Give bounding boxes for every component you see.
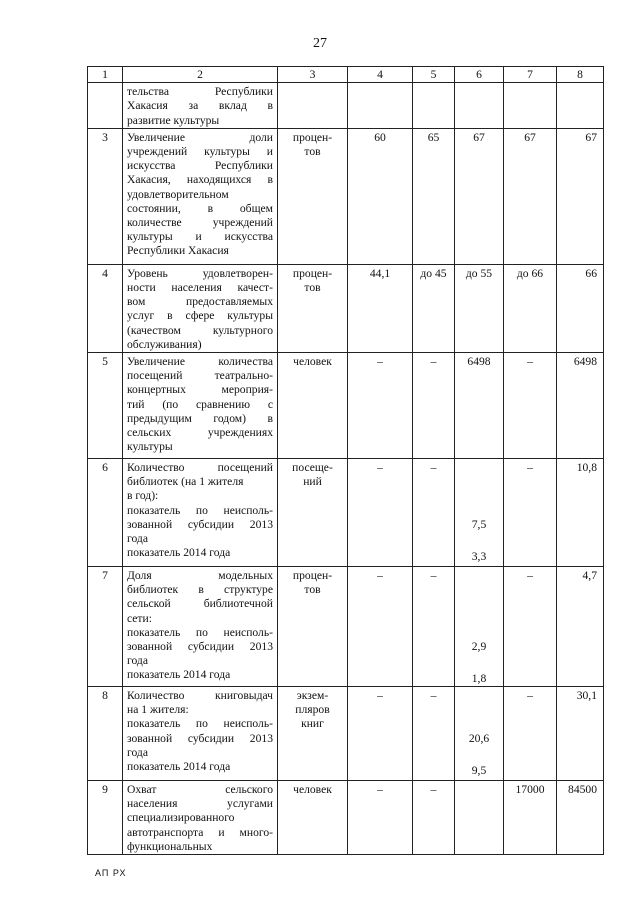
table-row [88, 459, 604, 567]
table-row [88, 83, 604, 129]
header-cell: 8 [557, 67, 604, 83]
indicator-name-line: Охват сельского [127, 783, 273, 797]
value-col6: до 55 [455, 264, 504, 352]
header-cell: 3 [278, 67, 348, 83]
indicator-name-line: культуры [127, 440, 173, 454]
indicator-name-line: культуры и искусства [127, 230, 273, 244]
value-col5: 65 [413, 128, 455, 264]
indicator-name-line: показатель 2014 года [127, 760, 231, 774]
row-number [88, 83, 123, 129]
indicator-name-line: услуг в сфере культуры [127, 309, 273, 323]
value-col6 [455, 459, 504, 567]
value-col6-2014: 3,3 [471, 550, 487, 564]
value-col6: 6498 [455, 353, 504, 459]
unit-line: тов [304, 583, 321, 597]
footer-mark: АП РХ [95, 868, 127, 878]
unit-cell [278, 353, 348, 459]
indicator-name-line: специализированного [127, 811, 235, 825]
value-col6 [455, 83, 504, 129]
value-col6-2014: 9,5 [471, 764, 487, 778]
indicator-name-line: удовлетворительном [127, 187, 229, 201]
row-number: 9 [88, 781, 123, 855]
header-cell: 7 [504, 67, 557, 83]
indicator-name-line: учреждений культуры и [127, 145, 273, 159]
indicator-name-line: библиотек (на 1 жителя [127, 475, 244, 489]
indicator-name-line: Увеличение доли [127, 130, 273, 144]
indicator-name-line: вом предоставляемых [127, 295, 273, 309]
unit-line: тов [304, 145, 321, 159]
indicator-name-line: сети: [127, 611, 152, 625]
value-col8: 30,1 [557, 687, 604, 781]
value-col4: – [348, 459, 413, 567]
indicator-name-line: показатель по неисполь- [127, 625, 273, 639]
indicator-name-line: зованной субсидии 2013 [127, 517, 273, 531]
indicator-name-line: Уровень удовлетворен- [127, 266, 273, 280]
value-col6 [455, 687, 504, 781]
value-col6 [455, 781, 504, 855]
value-col5: – [413, 781, 455, 855]
indicator-name-line: обслуживания) [127, 337, 202, 351]
indicator-name-line: посещений театрально- [127, 369, 273, 383]
unit-cell [278, 264, 348, 352]
indicator-name [123, 781, 278, 855]
indicator-name-line: на 1 жителя: [127, 703, 189, 717]
header-cell: 2 [123, 67, 278, 83]
value-col6-2013: 2,9 [471, 640, 487, 654]
value-col7: 17000 [504, 781, 557, 855]
value-col5: – [413, 353, 455, 459]
unit-line: человек [293, 783, 332, 797]
value-col6 [455, 567, 504, 687]
value-col7: 67 [504, 128, 557, 264]
indicator-name-line: Количество посещений [127, 461, 273, 475]
header-cell: 4 [348, 67, 413, 83]
row-number: 8 [88, 687, 123, 781]
table-row [88, 567, 604, 687]
value-col5: – [413, 567, 455, 687]
value-col4: 44,1 [348, 264, 413, 352]
row-number: 7 [88, 567, 123, 687]
indicator-name-line: библиотек в структуре [127, 583, 273, 597]
value-col4: – [348, 781, 413, 855]
row-number: 3 [88, 128, 123, 264]
indicator-name-line: показатель 2014 года [127, 668, 231, 682]
unit-line: посеще- [292, 461, 333, 475]
indicator-name-line: года [127, 532, 148, 546]
value-col8: 66 [557, 264, 604, 352]
indicator-name [123, 567, 278, 687]
value-col7 [504, 83, 557, 129]
indicator-name-line: населения услугами [127, 797, 273, 811]
unit-cell [278, 567, 348, 687]
unit-line: процен- [292, 130, 333, 144]
indicator-name-line: Увеличение количества [127, 355, 273, 369]
indicator-name [123, 128, 278, 264]
indicator-name-line: показатель по неисполь- [127, 717, 273, 731]
table-row [88, 264, 604, 352]
unit-cell [278, 687, 348, 781]
value-col7: – [504, 459, 557, 567]
indicator-name-line: Количество книговыдач [127, 689, 273, 703]
value-col8: 4,7 [557, 567, 604, 687]
indicator-name-line: сельской библиотечной [127, 597, 273, 611]
indicator-name-line: ности населения качест- [127, 281, 273, 295]
value-col6-2014: 1,8 [471, 672, 487, 686]
indicator-name-line: в год): [127, 489, 159, 503]
value-col7: – [504, 567, 557, 687]
value-col8: 6498 [557, 353, 604, 459]
value-col7: до 66 [504, 264, 557, 352]
indicator-name-line: состоянии, в общем [127, 201, 273, 215]
value-col5: – [413, 459, 455, 567]
value-col5 [413, 83, 455, 129]
indicator-name-line: количестве учреждений [127, 216, 273, 230]
value-col4: – [348, 567, 413, 687]
indicator-name-line: зованной субсидии 2013 [127, 640, 273, 654]
indicator-name-line: года [127, 654, 148, 668]
unit-cell [278, 459, 348, 567]
indicator-name [123, 687, 278, 781]
indicator-name-line: искусства Республики [127, 159, 273, 173]
unit-line: человек [293, 355, 332, 369]
unit-line: тов [304, 281, 321, 295]
value-col5: – [413, 687, 455, 781]
row-number: 4 [88, 264, 123, 352]
indicator-name [123, 264, 278, 352]
indicator-name-line: показатель 2014 года [127, 546, 231, 560]
row-number: 6 [88, 459, 123, 567]
page-number: 27 [313, 36, 327, 51]
unit-line: пляров [295, 703, 330, 717]
indicator-name-line: концертных мероприя- [127, 383, 273, 397]
value-col4: 60 [348, 128, 413, 264]
indicator-name-line: развитие культуры [127, 113, 220, 127]
unit-cell [278, 781, 348, 855]
indicator-name-line: сельских учреждениях [127, 426, 273, 440]
unit-line: экзем- [296, 689, 329, 703]
value-col5: до 45 [413, 264, 455, 352]
indicator-name [123, 83, 278, 129]
indicator-name-line: тельства Республики [127, 85, 273, 99]
indicator-name-line: Хакасия, находящихся в [127, 173, 273, 187]
indicator-name-line: зованной субсидии 2013 [127, 731, 273, 745]
header-cell: 1 [88, 67, 123, 83]
table-row [88, 128, 604, 264]
value-col7: – [504, 687, 557, 781]
indicator-name-line: Доля модельных [127, 569, 273, 583]
value-col4: – [348, 353, 413, 459]
indicator-name-line: года [127, 745, 148, 759]
table-row [88, 687, 604, 781]
header-row [88, 67, 604, 83]
value-col8 [557, 83, 604, 129]
indicator-name-line: (качеством культурного [127, 323, 273, 337]
table-row [88, 353, 604, 459]
unit-cell [278, 128, 348, 264]
unit-line: ний [303, 475, 322, 489]
value-col8: 10,8 [557, 459, 604, 567]
indicators-table [87, 66, 604, 855]
value-col6-2013: 7,5 [471, 517, 487, 531]
header-cell: 6 [455, 67, 504, 83]
indicator-name-line: тий (по сравнению с [127, 397, 273, 411]
value-col4: – [348, 687, 413, 781]
value-col6-2013: 20,6 [468, 731, 490, 745]
table-row [88, 781, 604, 855]
indicator-name-line: предыдущим годом) в [127, 411, 273, 425]
indicator-name [123, 353, 278, 459]
unit-line: книг [301, 717, 324, 731]
value-col8: 67 [557, 128, 604, 264]
unit-line: процен- [292, 569, 333, 583]
indicator-name-line: Республики Хакасия [127, 244, 229, 258]
row-number: 5 [88, 353, 123, 459]
value-col6: 67 [455, 128, 504, 264]
unit-cell [278, 83, 348, 129]
header-cell: 5 [413, 67, 455, 83]
value-col4 [348, 83, 413, 129]
indicator-name-line: функциональных [127, 839, 213, 853]
unit-line: процен- [292, 266, 333, 280]
indicator-name-line: показатель по неисполь- [127, 503, 273, 517]
indicator-name-line: Хакасия за вклад в [127, 99, 273, 113]
value-col8: 84500 [557, 781, 604, 855]
indicator-name-line: автотранспорта и много- [127, 825, 273, 839]
indicator-name [123, 459, 278, 567]
value-col7: – [504, 353, 557, 459]
